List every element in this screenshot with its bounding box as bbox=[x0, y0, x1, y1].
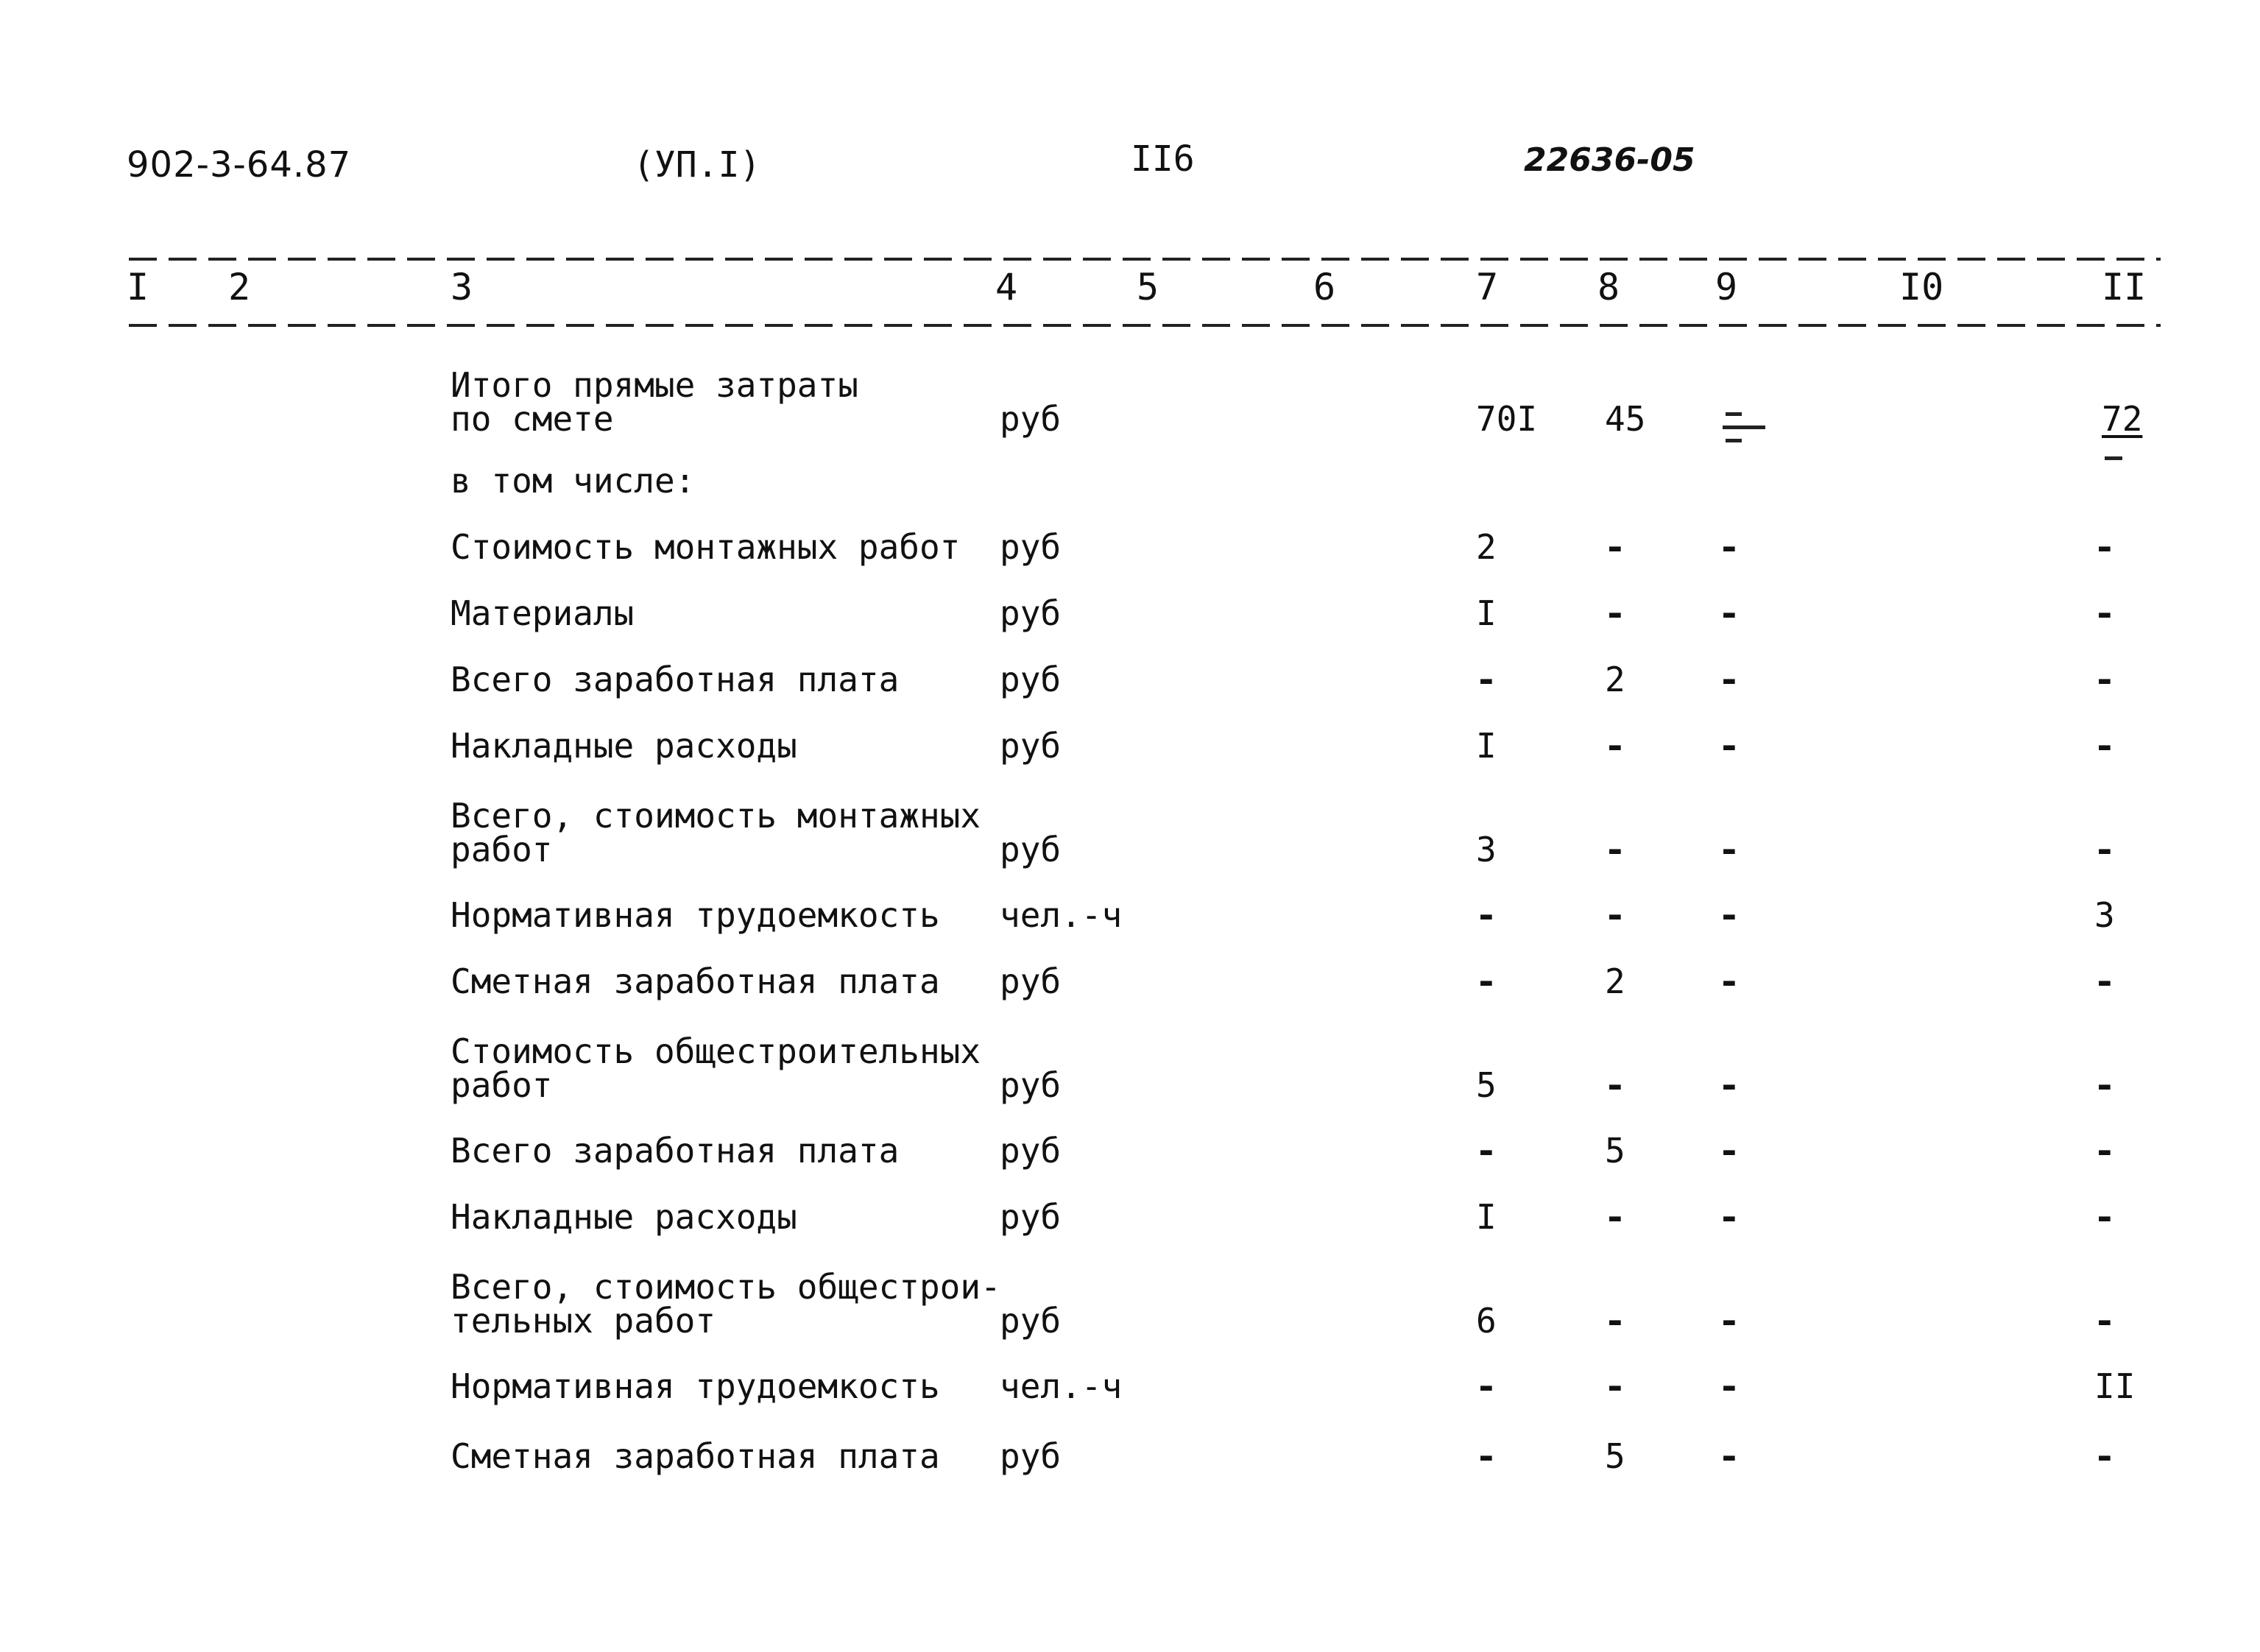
row-col9-value: - bbox=[1717, 726, 1741, 766]
row-unit: руб bbox=[1000, 399, 1062, 439]
row-col7-value: - bbox=[1475, 1131, 1498, 1171]
column-number-4: 4 bbox=[995, 266, 1018, 308]
row-unit: чел.-ч bbox=[1000, 1366, 1123, 1406]
row-description: Нормативная трудоемкость bbox=[451, 895, 940, 935]
row-col7-value: 6 bbox=[1476, 1301, 1497, 1341]
row-col9-value: - bbox=[1717, 961, 1741, 1001]
row-col7-value: - bbox=[1475, 895, 1498, 935]
header-bottom-rule bbox=[129, 324, 2161, 327]
row-unit: руб bbox=[1000, 1197, 1062, 1237]
row-col7-value: I bbox=[1476, 593, 1497, 633]
row-col7-value: - bbox=[1475, 1436, 1498, 1476]
row-col7-value: 5 bbox=[1476, 1065, 1497, 1105]
registration-number: 22636-05 bbox=[1524, 141, 1695, 179]
row-col8-value: - bbox=[1603, 1065, 1627, 1105]
row-col7-value: I bbox=[1476, 1197, 1497, 1237]
row-unit: руб bbox=[1000, 1436, 1062, 1476]
row-col9-value bbox=[1723, 408, 1767, 452]
row-col8-value: 5 bbox=[1605, 1131, 1625, 1171]
row-col8-value: - bbox=[1603, 895, 1627, 935]
row-col9-value: - bbox=[1717, 895, 1741, 935]
row-col8-value: 5 bbox=[1605, 1436, 1625, 1476]
row-col9-value: - bbox=[1717, 1197, 1741, 1237]
row-col7-value: 3 bbox=[1476, 830, 1497, 869]
column-number-9: 9 bbox=[1715, 266, 1738, 308]
row-col9-value: - bbox=[1717, 1366, 1741, 1406]
row-col9-value: - bbox=[1717, 1065, 1741, 1105]
column-number-7: 7 bbox=[1476, 266, 1499, 308]
row-col11-value: - bbox=[2093, 660, 2116, 699]
row-description: Всего, стоимость монтажных работ bbox=[451, 796, 981, 869]
page-number: II6 bbox=[1131, 138, 1195, 180]
row-col8-value: - bbox=[1603, 1197, 1627, 1237]
column-number-11: II bbox=[2102, 266, 2147, 308]
row-unit: руб bbox=[1000, 961, 1062, 1001]
column-number-10: I0 bbox=[1899, 266, 1944, 308]
column-number-6: 6 bbox=[1313, 266, 1336, 308]
row-col8-value: - bbox=[1603, 1301, 1627, 1341]
row-description: Всего заработная плата bbox=[451, 1131, 900, 1171]
row-description: Сметная заработная плата bbox=[451, 961, 940, 1001]
row-col11-value: - bbox=[2093, 1197, 2116, 1237]
row-col11-value: - bbox=[2093, 830, 2116, 869]
row-unit: руб bbox=[1000, 1131, 1062, 1171]
row-col11-value: 72 bbox=[2102, 402, 2142, 436]
column-number-3: 3 bbox=[451, 266, 473, 308]
column-number-2: 2 bbox=[228, 266, 251, 308]
column-number-5: 5 bbox=[1137, 266, 1159, 308]
row-description: Стоимость монтажных работ bbox=[451, 527, 961, 567]
row-description: Всего, стоимость общестрои- тельных работ bbox=[451, 1267, 1001, 1341]
row-unit: руб bbox=[1000, 660, 1062, 699]
column-number-8: 8 bbox=[1597, 266, 1620, 308]
row-col8-value: - bbox=[1603, 593, 1627, 633]
row-col9-value: - bbox=[1717, 527, 1741, 567]
row-unit: чел.-ч bbox=[1000, 895, 1123, 935]
row-description: в том числе: bbox=[451, 461, 696, 501]
row-col8-value: 2 bbox=[1605, 961, 1625, 1001]
row-description: Материалы bbox=[451, 593, 635, 633]
row-col8-value: - bbox=[1603, 527, 1627, 567]
row-unit: руб bbox=[1000, 527, 1062, 567]
row-col11-value: - bbox=[2093, 1301, 2116, 1341]
row-col7-value: 2 bbox=[1476, 527, 1497, 567]
row-description: Накладные расходы bbox=[451, 1197, 797, 1237]
row-col9-value: - bbox=[1717, 1436, 1741, 1476]
row-description: Итого прямые затраты по смете bbox=[451, 365, 858, 439]
row-description: Всего заработная плата bbox=[451, 660, 900, 699]
row-col7-value: - bbox=[1475, 961, 1498, 1001]
row-col9-value: - bbox=[1717, 660, 1741, 699]
section-label: (УП.I) bbox=[633, 144, 761, 186]
row-col11-value: - bbox=[2093, 726, 2116, 766]
row-col11-value: - bbox=[2093, 1436, 2116, 1476]
row-col11-value: - bbox=[2093, 593, 2116, 633]
row-col8-value: - bbox=[1603, 830, 1627, 869]
column-number-1: I bbox=[127, 266, 149, 308]
row-col8-value: 45 bbox=[1605, 399, 1646, 439]
row-description: Нормативная трудоемкость bbox=[451, 1366, 940, 1406]
row-col8-value: - bbox=[1603, 726, 1627, 766]
row-col7-value: - bbox=[1475, 660, 1498, 699]
row-col9-value: - bbox=[1717, 1301, 1741, 1341]
row-col11-value: - bbox=[2093, 527, 2116, 567]
row-unit: руб bbox=[1000, 1065, 1062, 1105]
document-code: 902-3-64.87 bbox=[127, 144, 352, 186]
row-col7-value: I bbox=[1476, 726, 1497, 766]
row-col9-value: - bbox=[1717, 830, 1741, 869]
row-unit: руб bbox=[1000, 1301, 1062, 1341]
row-col11-value: - bbox=[2093, 1065, 2116, 1105]
row-col11-value: - bbox=[2093, 1131, 2116, 1171]
row-col8-value: - bbox=[1603, 1366, 1627, 1406]
header-top-rule bbox=[129, 258, 2161, 261]
row-description: Стоимость общестроительных работ bbox=[451, 1031, 981, 1105]
row-unit: руб bbox=[1000, 593, 1062, 633]
row-unit: руб bbox=[1000, 830, 1062, 869]
row-col7-value: 70I bbox=[1476, 399, 1538, 439]
row-description: Накладные расходы bbox=[451, 726, 797, 766]
row-col11-value: II bbox=[2094, 1366, 2136, 1406]
row-col8-value: 2 bbox=[1605, 660, 1625, 699]
row-col9-value: - bbox=[1717, 1131, 1741, 1171]
row-col11-value: - bbox=[2093, 961, 2116, 1001]
row-col9-value: - bbox=[1717, 593, 1741, 633]
row-unit: руб bbox=[1000, 726, 1062, 766]
row-col7-value: - bbox=[1475, 1366, 1498, 1406]
row-col11-value: 3 bbox=[2094, 895, 2115, 935]
row-description: Сметная заработная плата bbox=[451, 1436, 940, 1476]
